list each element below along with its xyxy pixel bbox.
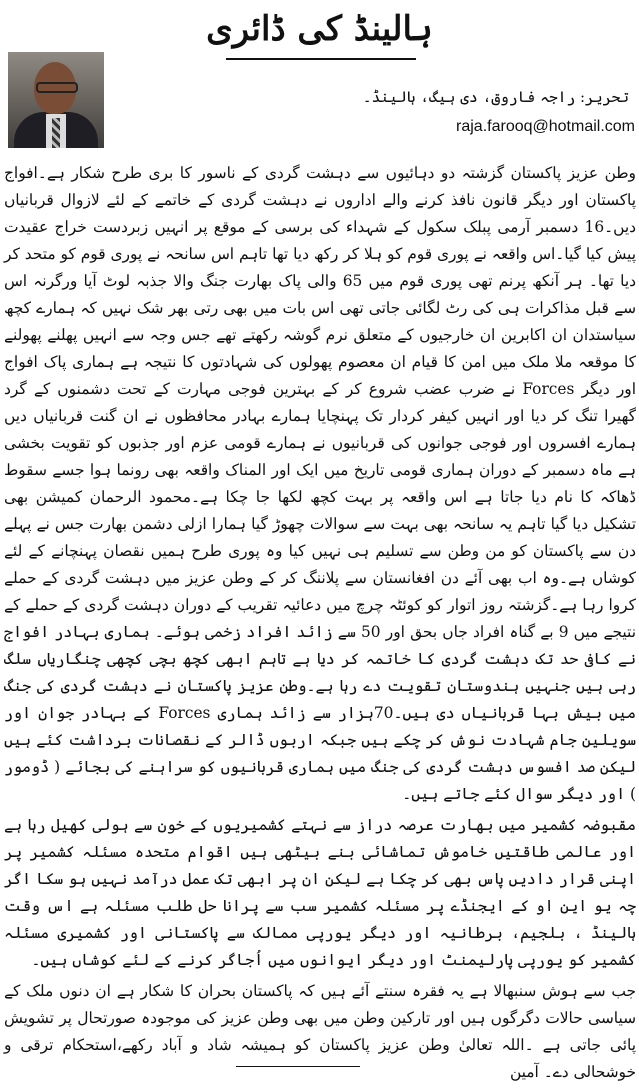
article-body — [4, 160, 636, 1090]
article-paragraph: مقبوضہ کشمیر میں بھارت عرصہ دراز سے نہتے کشمیریوں کے خون سے ہولی کھیل رہا ہے اور عالمی طاقتیں خاموش تماشائی بنے بیٹھی ہیں اقوام متحدہ مسئلہ کشمیر پر اپنی قرار دادیں پاس بھی کر چکا ہے لیکن ان پر ابھی تک عمل درآمد نہیں ہو سکا اگر چہ یو این او کے ایجنڈے پر مسئلہ کشمیر سب سے پرانا حل طلب مسئلہ ہے اس وقت ہالینڈ ، بلجیم، برطانیہ اور دیگر یورپی ممالک سے پاکستانی اور کشمیری مسئلہ کشمیر کو یورپی پارلیمنٹ اور دیگر ایوانوں میں اُجاگر کرنے کے لئے کوشاں ہیں۔ — [4, 816, 636, 969]
article-paragraph: جب سے ہوش سنبھالا ہے یہ فقرہ سنتے آئے ہیں کہ پاکستان بحران کا شکار ہے ان دنوں ملک کے سیاسی حالات دگرگوں ہیں اور تارکین وطن میں بھی وطن عزیز کی موجودہ صورتحال پر تشویش پائی جاتی ہے ۔اللہ تعالیٰ وطن عزیز پاکستان کو ہمیشہ شاد و آباد رکھے،استحکام ترقی و خوشحالی دے۔ آمین — [4, 982, 636, 1081]
title-underline — [226, 58, 416, 60]
author-byline: تحریر: راجہ فاروق، دی ہیگ، ہالینڈ۔ — [362, 88, 629, 106]
page-title: ہالینڈ کی ڈائری — [206, 9, 433, 49]
end-divider — [236, 1066, 360, 1067]
article-paragraph: وطن عزیز پاکستان گزشتہ دو دہائیوں سے دہشت گردی کے ناسور کا بری طرح شکار ہے۔افواج پاکستان اور دیگر قانون نافذ کرنے والے اداروں نے دہشت گردی کے خاتمے کے لئے لازوال قربانیاں دیں۔16 دسمبر آرمی پبلک سکول کے شہداء کی برسی کے موقع پر انہیں زبردست خراج عقیدت پیش کیا گیا۔اس واقعہ نے پوری قوم کو ہلا کر رکھ دیا تھا تاہم اس سانحہ نے پوری قوم کو متحد کر دیا تھا۔ ہر آنکھ پرنم تھی پوری قوم میں 65 والی پاک بھارت جنگ والا جذبہ لوٹ آیا ورگرنہ اس سے قبل مذاکرات ہی کی رٹ لگائی جاتی تھی اس بات میں بھی رتی بھر شک نہیں کہ ہمارے کچھ سیاستدان ان اکابرین ان خارجیوں کے متعلق نرم گوشہ رکھتے تھے جس وجہ سے انہیں پھلنے پھولنے کا موقعہ ملا ملک میں امن کا قیام ان معصوم پھولوں کی شہادتوں کا نتیجہ ہے ہماری پاک افواج اور دیگر Forces نے ضرب عضب شروع کر کے بہترین فوجی مہارت کے تحت دشمنوں کے گرد گھیرا تنگ کر دیا اور انہیں کیفر کردار تک پہنچایا ہمارے بہادر محافظوں نے ان گنت قربانیاں دیں ہمارے افسروں اور فوجی جوانوں کی قربانیوں نے ہمارے قومی عزم اور جذبوں کو تقویت بخشی ہے ماہ دسمبر کے دوران ہماری قومی تاریخ میں ایک اور المناک واقعہ بھی رونما ہوا جسے سقوط ڈھاکہ کا نام دیا جاتا ہے اس واقعہ پر بہت کچھ لکھا جا چکا ہے۔محمود الرحمان کمیشن بھی تشکیل دیا گیا تاہم یہ سانحہ بھی بہت سے سوالات چھوڑ گیا ہمارا ازلی دشمن بھارت جس نے پہلے دن سے پاکستان کو من وطن سے تسلیم ہی نہیں کیا وہ پوری طرح ہمیں نقصان پہنچانے کے لئے کوشاں ہے۔وہ اب بھی آئے دن افغانستان سے پلاننگ کر کے وطن عزیز میں دہشت گردی کے حملے کروا رہا ہے۔گزشتہ روز اتوار کو کوئٹہ چرچ میں دعائیہ تقریب کے دوران دہشت گردی کے حملے کے نتیجے میں 9 بے گناہ افراد جاں بحق اور 50 سے زائد افراد زخمی ہوئے۔ ہماری بہادر افواج نے کافی حد تک دہشت گردی کا خاتمہ کر دیا ہے تاہم ابھی کچھ بچی کچھی چنگاریاں سلگ رہی ہیں جنہیں ہندوستان تقویت دے رہا ہے۔وطن عزیز پاکستان نے دہشت گردی کی جنگ میں بیش بہا قربانیاں دی ہیں۔70ہزار سے زائد ہماری Forces کے بہادر جوان اور سویلین جام شہادت نوش کر چکے ہیں جبکہ اربوں ڈالر کے نقصانات برداشت کئے ہیں لیکن صد افسوس دہشت گردی کی جنگ میں ہماری قربانیوں کو سراہنے کی بجائے ( ڈومور ) اور دیگر سوال کئے جاتے ہیں۔ — [4, 164, 637, 803]
author-photo — [8, 52, 104, 148]
author-email[interactable]: raja.farooq@hotmail.com — [456, 118, 635, 135]
